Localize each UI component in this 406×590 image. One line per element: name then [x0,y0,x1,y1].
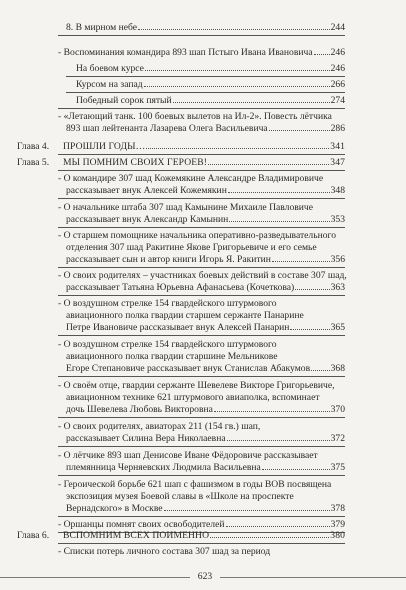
chapter-title: МЫ ПОМНИМ СВОИХ ГЕРОЕВ! [63,157,207,168]
toc-entry-line [66,491,345,503]
entry-underline [58,35,345,36]
dot-leader [173,102,330,103]
chapter-entry[interactable] [63,530,345,542]
toc-entry-title-cont: рассказывает сын и автор книги Игорь Я. Ракитин [66,254,271,265]
toc-entry-title: - О командире 307 шад Кожемякине Александре Владимировиче [58,173,324,184]
entry-underline [58,417,345,418]
toc-entry-title: - Оршанцы помнят своих освободителей [58,519,225,530]
dot-leader [314,54,330,55]
toc-entry-title-cont: отделения 307 шад Ракитине Якове Григорьевиче и его семье [66,242,317,253]
toc-entry-title: - Воспоминания командира 893 шап Пстыго Ивана Ивановича [58,47,313,58]
toc-entry-page: 347 [330,157,345,168]
entry-underline [58,295,345,296]
entry-underline [58,267,345,268]
toc-entry-line [58,298,345,310]
toc-entry-page: 286 [330,123,345,134]
toc-entry[interactable] [66,462,345,474]
toc-entry-title-cont: рассказывает Силина Вера Николаевна [66,433,226,444]
toc-entry-title-cont: племянница Черняевских Людмила Васильевна [66,462,261,473]
dot-leader [262,469,330,470]
toc-entry[interactable] [58,546,345,558]
toc-entry-title-cont: дочь Шевелева Любовь Викторовна [66,404,213,415]
toc-entry-page: 353 [330,214,345,225]
toc-entry[interactable] [66,214,345,226]
toc-subentry[interactable] [76,79,345,91]
dot-leader [144,86,330,87]
toc-entry-page: 341 [330,141,345,152]
toc-entry-title-cont: экспозиция музея Боевой славы в «Школе на проспекте [66,491,294,502]
toc-entry[interactable] [66,503,345,515]
toc-entry-page: 379 [330,519,345,530]
toc-entry[interactable] [66,322,345,334]
toc-entry-title: - «Летающий танк. 100 боевых вылетов на Ил-2». Повесть лётчика [58,111,332,122]
entry-underline [58,543,345,544]
toc-subentry[interactable] [76,95,345,107]
toc-entry-page: 363 [330,282,345,293]
toc-entry-title-cont: авиационного полка гвардии старшем сержанте Панарине [66,310,304,321]
toc-entry-title: - О своих родителях, авиаторах 211 (154 гв.) шап, [58,421,261,432]
dot-leader [269,130,330,131]
entry-underline [58,170,345,171]
chapter-label: Глава 5. [17,157,50,168]
toc-entry-page: 244 [330,22,345,33]
entry-underline [58,446,345,447]
toc-entry-title-cont: Вернадского» в Москве [66,503,163,514]
toc-entry-title: - О старшем помощнике начальника оперативно-разведывательного [58,230,336,241]
dot-leader [311,370,329,371]
dot-leader [295,289,329,290]
toc-entry-title: 8. В мирном небе [66,22,138,33]
toc-entry-title-cont: Егоре Степановиче рассказывает внук Станислав Абакумов [66,363,311,374]
toc-entry-page: 368 [330,363,345,374]
dot-leader [210,537,329,538]
toc-entry-page: 274 [330,95,345,106]
chapter-title: ПРОШЛИ ГОДЫ… [63,141,146,152]
toc-entry-title-cont: авиационного полка гвардии старшине Мельникове [66,351,278,362]
dot-leader [145,70,330,71]
toc-entry-line [58,380,345,392]
toc-entry[interactable] [66,433,345,445]
toc-entry-line [58,421,345,433]
toc-entry-line [66,242,345,254]
dot-leader [227,440,330,441]
toc-entry-title-cont: рассказывает Татьяна Юрьевна Афанасьева (Кочеткова) [66,282,295,293]
footer [0,571,406,590]
toc-entry-line [58,173,345,185]
toc-entry-title-cont: рассказывает внук Алексей Кожемякин [66,185,227,196]
toc-entry-title: Победный сорок пятый [76,95,172,106]
toc-entry-page: 246 [330,47,345,58]
toc-entry-line [66,351,345,363]
toc-entry-page: 246 [330,63,345,74]
toc-entry-title: - О своём отце, гвардии сержанте Шевелеве Викторе Григорьевиче, [58,380,335,391]
page-number: 623 [197,571,213,582]
chapter-label: Глава 6. [17,530,50,541]
entry-underline [58,376,345,377]
entry-underline [58,154,345,155]
entry-underline [58,516,345,517]
entry-underline [58,198,345,199]
dot-leader [208,164,329,165]
footer-rule-right [220,577,406,578]
dot-leader [228,192,330,193]
toc-entry-title-cont: 893 шап лейтенанта Лазарева Олега Васильевича [66,123,268,134]
toc-entry-line [66,392,345,404]
toc-entry-line [58,270,345,282]
toc-entry-line [58,450,345,462]
toc-entry-page: 365 [330,322,345,333]
toc-entry-title-cont: рассказывает внук Александр Камынин [66,214,229,225]
toc-entry-title: На боевом курсе [76,63,144,74]
toc-entry-page: 266 [330,79,345,90]
toc-entry-line [66,310,345,322]
toc-subentry[interactable] [76,63,345,75]
toc-entry-line [58,230,345,242]
footer-rule-left [0,577,190,578]
toc-entry[interactable] [66,22,345,34]
toc-entry-title-cont: Петре Ивановиче рассказывает внук Алексей Панарин [66,322,290,333]
dot-leader [214,411,330,412]
chapter-title: ВСПОМНИМ ВСЕХ ПОИМЕННО [63,530,210,541]
entry-underline [58,108,345,109]
entry-underline [58,227,345,228]
toc-entry[interactable] [66,123,345,135]
toc-entry[interactable] [66,404,345,416]
toc-entry-page: 372 [330,433,345,444]
entry-underline [58,475,345,476]
toc-entry[interactable] [58,47,345,59]
chapter-label: Глава 4. [17,141,50,152]
toc-entry[interactable] [66,363,345,375]
entry-underline [58,335,345,336]
toc-entry-title: Курсом на запад [76,79,143,90]
dot-leader [290,329,329,330]
toc-entry-title: - О своих родителях – участниках боевых действий в составе 307 шад, [58,270,347,281]
toc-entry-title: - О воздушном стрелке 154 гвардейского штурмового [58,339,277,350]
toc-entry[interactable] [66,254,345,266]
toc-entry-page: 375 [330,462,345,473]
toc-entry-page: 356 [330,254,345,265]
toc-entry-title: - Героической борьбе 621 шап с фашизмом в годы ВОВ посвящена [58,479,332,490]
toc-entry-line [58,111,345,123]
toc-entry[interactable] [66,185,345,197]
dot-leader [226,526,330,527]
toc-entry-title-cont: авиационном технике 621 штурмового авиаполка, вспоминает [66,392,320,403]
toc-entry-page: 380 [330,530,345,541]
toc-entry-title: - О воздушном стрелке 154 гвардейского штурмового [58,298,277,309]
entry-underline [66,92,345,93]
dot-leader [164,510,330,511]
dot-leader [146,148,329,149]
toc-entry-line [58,339,345,351]
toc-entry-title: - О начальнике штаба 307 шад Камынине Михаиле Павловиче [58,202,314,213]
toc-entry-line [58,479,345,491]
dot-leader [229,221,329,222]
toc-entry[interactable] [66,282,345,294]
toc-entry-line [58,202,345,214]
chapter-entry[interactable] [63,157,345,169]
toc-entry-title: - О лётчике 893 шап Денисове Иване Фёдоровиче рассказывает [58,450,318,461]
toc-entry-title: - Списки потерь личного состава 307 шад за период [58,546,271,557]
chapter-entry[interactable] [63,141,345,153]
toc-entry-page: 370 [330,404,345,415]
dot-leader [138,29,330,30]
toc-entry-page: 348 [330,185,345,196]
entry-underline [66,76,345,77]
dot-leader [272,261,330,262]
toc-entry-page: 378 [330,503,345,514]
